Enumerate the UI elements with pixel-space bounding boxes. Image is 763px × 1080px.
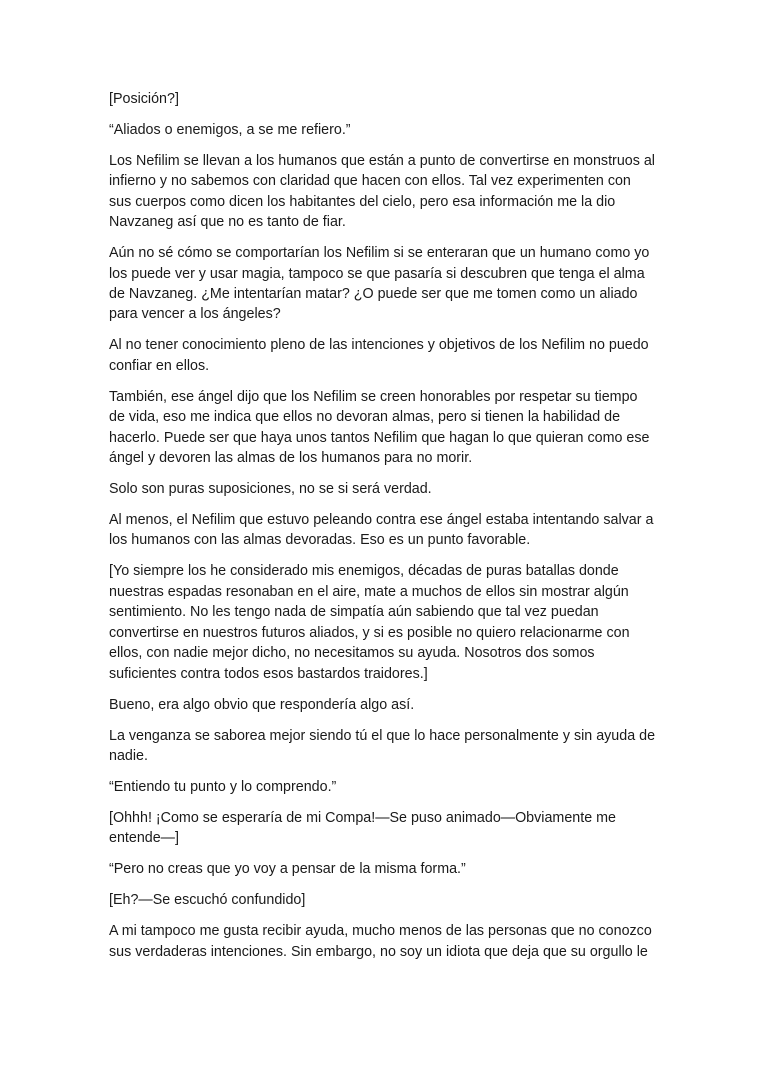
paragraph-16: A mi tampoco me gusta recibir ayuda, mucho menos de las personas que no conozco sus verdaderas intenciones. Sin embargo, no soy un idiota que deja que su orgullo le — [109, 923, 652, 960]
paragraph-3: Los Nefilim se llevan a los humanos que están a punto de convertirse en monstruos al infierno y no sabemos con claridad que hacen con ellos. Tal vez experimenten con sus cuerpos como dicen los habitantes del cielo, pero esa información me la dio Navzaneg así que no es tanto de fiar. — [109, 153, 655, 231]
paragraph-15: [Eh?—Se escuchó confundido] — [109, 892, 306, 909]
paragraph-13: [Ohhh! ¡Como se esperaría de mi Compa!—Se puso animado—Obviamente me entende—] — [109, 809, 616, 847]
document-body — [109, 89, 657, 973]
paragraph-14: “Pero no creas que yo voy a pensar de la misma forma.” — [109, 861, 466, 878]
paragraph-7: Solo son puras suposiciones, no se si será verdad. — [109, 481, 432, 498]
paragraph-12: “Entiendo tu punto y lo comprendo.” — [109, 778, 337, 795]
paragraph-11: La venganza se saborea mejor siendo tú el que lo hace personalmente y sin ayuda de nadie. — [109, 727, 656, 764]
paragraph-1: [Posición?] — [109, 91, 179, 107]
paragraph-9: [Yo siempre los he considerado mis enemigos, décadas de puras batallas donde nuestras espadas resonaban en el aire, mate a muchos de ellos sin mostrar algún sentimiento. No les tengo nada de simpatía aún sabiendo que tal vez puedan convertirse en nuestros futuros aliados, y si es posible no quiero relacionarme con ellos, con nadie mejor dicho, no necesitamos su ayuda. Nosotros dos somos suficientes contra todos esos bastardos traidores.] — [109, 563, 630, 682]
paragraph-10: Bueno, era algo obvio que respondería algo así. — [109, 696, 415, 713]
paragraph-6: También, ese ángel dijo que los Nefilim se creen honorables por respetar su tiempo de vida, eso me indica que ellos no devoran almas, pero si tienen la habilidad de hacerlo. Puede ser que haya unos tantos Nefilim que hagan lo que quieran como ese ángel y devoren las almas de los humanos para no morir. — [109, 388, 650, 467]
paragraph-2: “Aliados o enemigos, a se me refiero.” — [109, 122, 351, 138]
paragraph-4: Aún no sé cómo se comportarían los Nefilim si se enteraran que un humano como yo los puede ver y usar magia, tampoco se que pasaría si descubren que tenga el alma de Navzaneg. ¿Me intentarían matar? ¿O puede ser que me tomen como un aliado para vencer a los ángeles? — [109, 245, 650, 323]
paragraph-5: Al no tener conocimiento pleno de las intenciones y objetivos de los Nefilim no puedo confiar en ellos. — [109, 337, 649, 374]
paragraph-8: Al menos, el Nefilim que estuvo peleando contra ese ángel estaba intentando salvar a los humanos con las almas devoradas. Eso es un punto favorable. — [109, 512, 654, 549]
